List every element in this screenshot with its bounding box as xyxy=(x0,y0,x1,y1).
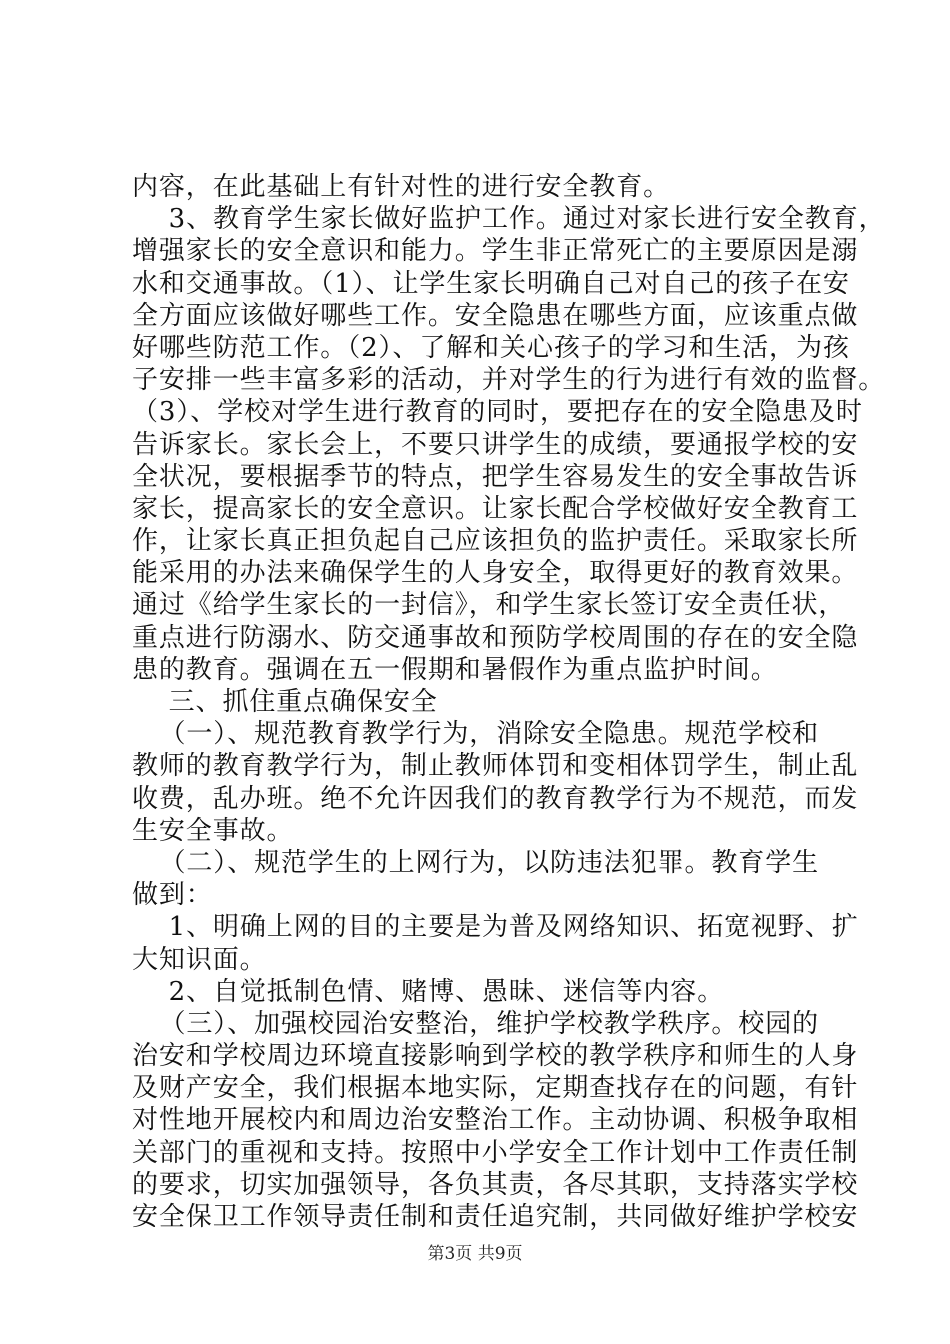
text-line: 能采用的办法来确保学生的人身安全，取得更好的教育效果。 xyxy=(132,558,859,589)
text-line: 家长，提高家长的安全意识。让家长配合学校做好安全教育工 xyxy=(132,493,859,524)
text-line: 做到： xyxy=(132,880,213,911)
text-line: （3）、学校对学生进行教育的同时，要把存在的安全隐患及时 xyxy=(132,397,863,428)
text-line: 增强家长的安全意识和能力。学生非正常死亡的主要原因是溺 xyxy=(132,236,859,267)
text-line: 3、教育学生家长做好监护工作。通过对家长进行安全教育， xyxy=(132,204,886,235)
page-footer: 第3页 共9页 xyxy=(427,1244,523,1264)
text-line: （二）、规范学生的上网行为，以防违法犯罪。教育学生 xyxy=(132,847,819,878)
text-line: 的要求，切实加强领导，各负其责，各尽其职，支持落实学校 xyxy=(132,1169,859,1200)
text-line: 治安和学校周边环境直接影响到学校的教学秩序和师生的人身 xyxy=(132,1041,859,1072)
text-line: （一）、规范教育教学行为，消除安全隐患。规范学校和 xyxy=(132,719,819,750)
text-line: 全状况，要根据季节的特点，把学生容易发生的安全事故告诉 xyxy=(132,461,859,492)
text-line: 水和交通事故。（1）、让学生家长明确自己对自己的孩子在安 xyxy=(132,268,850,299)
text-line: 及财产安全，我们根据本地实际，定期查找存在的问题，有针 xyxy=(132,1073,859,1104)
text-line: 安全保卫工作领导责任制和责任追究制，共同做好维护学校安 xyxy=(132,1202,859,1232)
text-line: 患的教育。强调在五一假期和暑假作为重点监护时间。 xyxy=(132,654,778,685)
text-line: 重点进行防溺水、防交通事故和预防学校周围的存在的安全隐 xyxy=(132,622,859,653)
text-line: 通过《给学生家长的一封信》，和学生家长签订安全责任状， xyxy=(132,590,846,621)
text-line: 1、明确上网的目的主要是为普及网络知识、拓宽视野、扩 xyxy=(132,912,859,943)
text-line: （三）、加强校园治安整治，维护学校教学秩序。校园的 xyxy=(132,1008,819,1039)
text-line: 对性地开展校内和周边治安整治工作。主动协调、积极争取相 xyxy=(132,1105,859,1136)
document-body xyxy=(132,171,886,1233)
text-line: 全方面应该做好哪些工作。安全隐患在哪些方面，应该重点做 xyxy=(132,300,859,331)
text-line: 好哪些防范工作。（2）、了解和关心孩子的学习和生活，为孩 xyxy=(132,332,850,363)
text-line: 收费，乱办班。绝不允许因我们的教育教学行为不规范，而发 xyxy=(132,783,859,814)
text-line: 作，让家长真正担负起自己应该担负的监护责任。采取家长所 xyxy=(132,526,859,557)
text-line: 教师的教育教学行为，制止教师体罚和变相体罚学生，制止乱 xyxy=(132,751,859,782)
text-line: 生安全事故。 xyxy=(132,815,294,846)
text-line: 关部门的重视和支持。按照中小学安全工作计划中工作责任制 xyxy=(132,1137,859,1168)
text-line: 内容，在此基础上有针对性的进行安全教育。 xyxy=(132,172,671,202)
text-line: 大知识面。 xyxy=(132,944,267,975)
text-line: 子安排一些丰富多彩的活动，并对学生的行为进行有效的监督。 xyxy=(132,365,886,396)
text-line: 2、自觉抵制色情、赌博、愚昧、迷信等内容。 xyxy=(132,976,725,1007)
text-line: 告诉家长。家长会上，不要只讲学生的成绩，要通报学校的安 xyxy=(132,429,859,460)
text-line: 三、抓住重点确保安全 xyxy=(132,687,438,717)
